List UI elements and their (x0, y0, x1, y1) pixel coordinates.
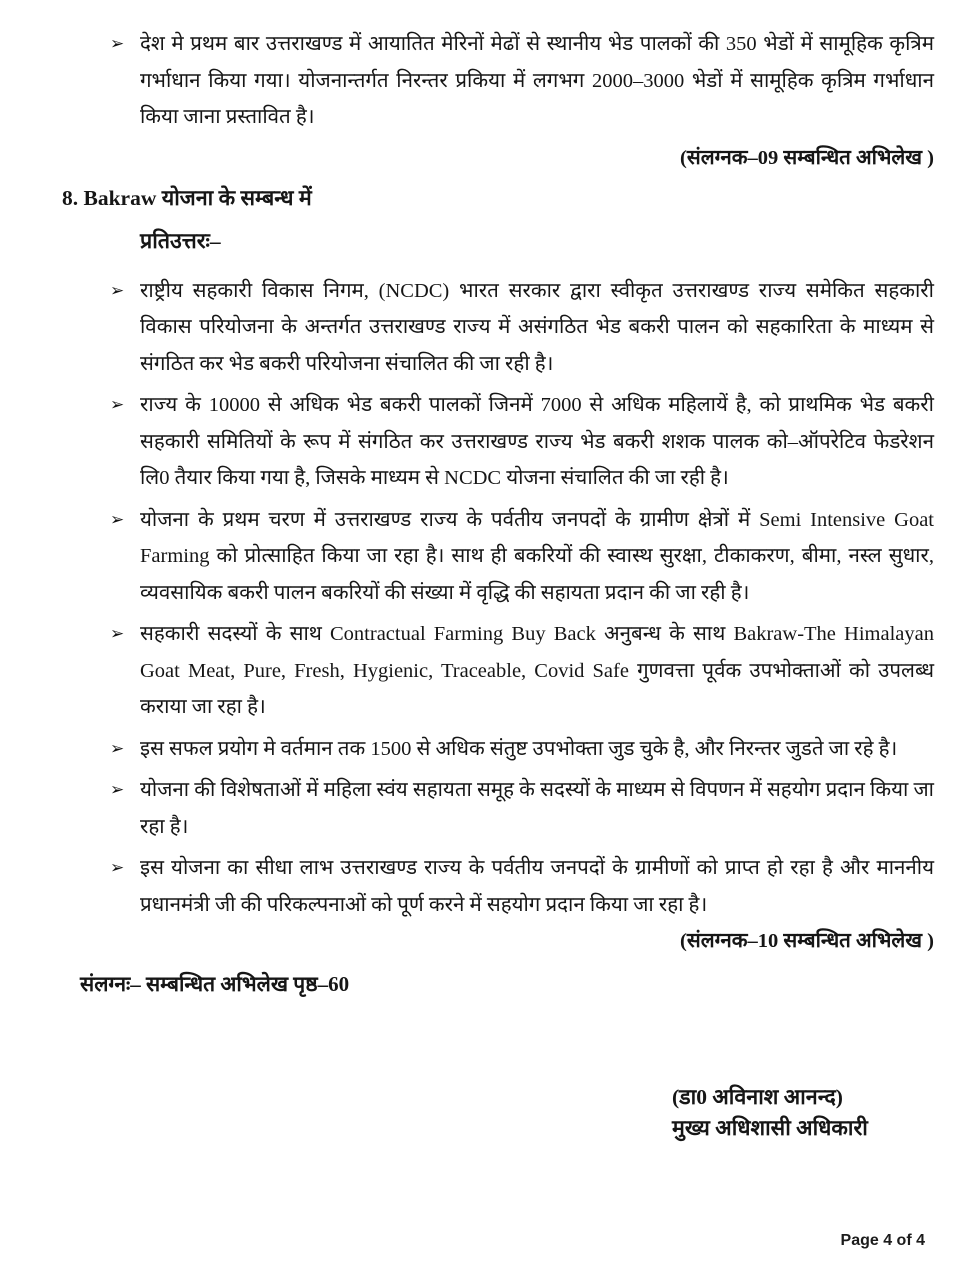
bullet-text: सहकारी सदस्यों के साथ Contractual Farming Buy Back अनुबन्ध के साथ Bakraw-The Himalayan Goat Meat, Pure, Fresh, Hygienic, Traceable, Covid Safe गुणवत्ता पूर्वक उपभोक्ताओं को उपलब्ध कराया जा रहा है। (140, 623, 934, 718)
bullet-item-6 (110, 772, 934, 845)
bullet-arrow-icon: ➢ (110, 34, 125, 54)
page-number: Page 4 of 4 (840, 1232, 925, 1249)
bullet-arrow-icon: ➢ (110, 395, 125, 415)
bullet-item-3 (110, 502, 934, 612)
enclosure-note: संलग्नः– सम्बन्धित अभिलेख पृष्ठ–60 (80, 971, 350, 996)
signatory-name: (डा0 अविनाश आनन्द) (672, 1085, 843, 1109)
bullet-text (140, 850, 934, 960)
bullet-text: योजना की विशेषताओं में महिला स्वंय सहायता समूह के सदस्यों के माध्यम से विपणन में सहयोग प्रदान किया जा रहा है। (140, 779, 934, 838)
bullet-arrow-icon: ➢ (110, 509, 125, 530)
intro-bullet-text: देश मे प्रथम बार उत्तराखण्ड में आयातित मेरिनों मेढों से स्थानीय भेड पालकों की 350 भेडों में सामूहिक कृत्रिम गर्भाधान किया गया। योजनान्तर्गत निरन्तर प्रकिया में लगभग 2000–3000 भेडों में सामूहिक कृत्रिम गर्भाधान किया जाना प्रस्तावित है। (140, 33, 934, 128)
signature-block (672, 1082, 868, 1144)
bullet-arrow-icon: ➢ (110, 738, 125, 759)
section-heading: 8. Bakraw योजना के सम्बन्ध में (62, 185, 312, 210)
bullet-text: योजना के प्रथम चरण में उत्तराखण्ड राज्य के पर्वतीय जनपदों के ग्रामीण क्षेत्रों में Semi Intensive Goat Farming को प्रोत्साहित किया जा रहा है। साथ ही बकरियों की स्वास्थ सुरक्षा, टीकाकरण, बीमा, नस्ल सुधार, व्यवसायिक बकरी पालन बकरियों की संख्या में वृद्धि की सहायता प्रदान की जा रही है। (140, 508, 934, 604)
attachment-10-reference: (संलग्नक–10 सम्बन्धित अभिलेख ) (680, 930, 934, 952)
bullet-item-2 (110, 387, 934, 497)
bullet-arrow-icon: ➢ (110, 624, 125, 644)
bullet-text: इस सफल प्रयोग मे वर्तमान तक 1500 से अधिक संतुष्ट उपभोक्ता जुड चुके है, और निरन्तर जुडते जा रहे है। (140, 737, 898, 760)
bullet-item-7 (110, 850, 934, 960)
bullet-text-span: इस योजना का सीधा लाभ उत्तराखण्ड राज्य के पर्वतीय जनपदों के ग्रामीणों को प्राप्त हो रहा है और माननीय प्रधानमंत्री जी की परिकल्पनाओं को पूर्ण करने में सहयोग प्रदान किया जा रहा है। (140, 857, 934, 916)
bullet-item-1 (110, 273, 934, 383)
bullet-text: राष्ट्रीय सहकारी विकास निगम, (NCDC) भारत सरकार द्वारा स्वीकृत उत्तराखण्ड राज्य समेकित सहकारी विकास परियोजना के अन्तर्गत उत्तराखण्ड राज्य में असंगठित भेड बकरी पालन को सहकारिता के माध्यम से संगठित कर भेड बकरी परियोजना संचालित की जा रही है। (140, 279, 934, 375)
bullet-item-4 (110, 616, 934, 726)
signatory-designation: मुख्य अधिशासी अधिकारी (672, 1116, 868, 1140)
reply-label: प्रतिउत्तरः– (140, 228, 221, 253)
attachment-09-reference: (संलग्नक–09 सम्बन्धित अभिलेख ) (680, 146, 934, 169)
bullet-arrow-icon: ➢ (110, 280, 125, 301)
bullet-text: राज्य के 10000 से अधिक भेड बकरी पालकों जिनमें 7000 से अधिक महिलायें है, को प्राथमिक भेड बकरी सहकारी समितियों के रूप में संगठित कर उत्तराखण्ड राज्य भेड बकरी शशक पालक को–ऑपरेटिव फेडरेशन लि0 तैयार किया गया है, जिसके माध्यम से NCDC योजना संचालित की जा रही है। (140, 394, 934, 489)
bullet-item-5 (110, 731, 934, 768)
intro-bullet (110, 26, 934, 136)
bullet-arrow-icon: ➢ (110, 780, 125, 800)
bullet-arrow-icon: ➢ (110, 858, 125, 878)
